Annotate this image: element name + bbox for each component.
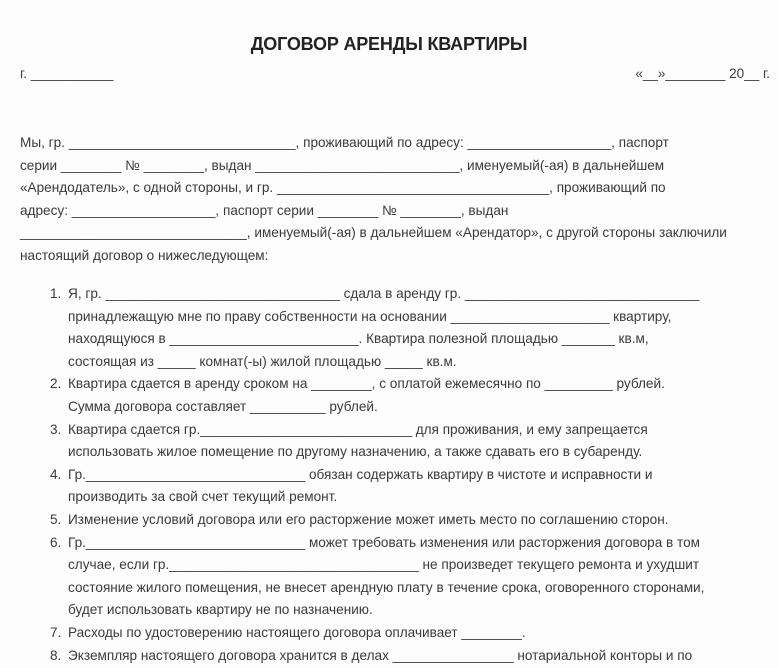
date-field: «__»________ 20__ г. — [635, 66, 770, 81]
term-number: 4. — [50, 466, 62, 482]
term-line: Гр._____________________________ обязан содержать квартиру в чистоте и исправности и — [68, 466, 653, 482]
term-line: Расходы по удостоверению настоящего договора оплачивает ________. — [68, 624, 526, 640]
term-item-6 — [50, 532, 775, 622]
term-number: 5. — [50, 511, 62, 527]
city-field: г. ___________ — [20, 66, 114, 81]
term-line: Квартира сдается в аренду сроком на ________, с оплатой ежемесячно по _________ рублей. — [68, 376, 665, 392]
term-item-3 — [50, 419, 775, 464]
term-line: использовать жилое помещение по другому назначению, а также сдавать его в субаренду. — [68, 444, 643, 460]
term-line: состоящая из _____ комнат(-ы) жилой площадью _____ кв.м. — [68, 353, 457, 369]
term-number: 2. — [50, 376, 62, 392]
intro-paragraph — [20, 132, 772, 268]
intro-line: серии ________ № ________, выдан ___________________________, именуемый(-ая) в дальнейшем — [20, 157, 665, 173]
intro-line: «Арендодатель», с одной стороны, и гр. ____________________________________, проживающий по — [20, 180, 666, 196]
terms-list — [50, 283, 775, 667]
term-number: 8. — [50, 647, 62, 663]
term-line: Изменение условий договора или его расторжение может иметь место по соглашению сторон. — [68, 511, 669, 527]
intro-line: Мы, гр. ______________________________, проживающий по адресу: ___________________, паспорт — [20, 135, 669, 150]
term-item-1 — [50, 283, 775, 373]
term-line: Квартира сдается гр.____________________________ для проживания, и ему запрещается — [68, 421, 648, 437]
term-line: будет использовать квартиру не по назначению. — [68, 602, 373, 618]
intro-line: ______________________________, именуемый(-ая) в дальнейшем «Арендатор», с другой стороны заключили — [20, 225, 727, 241]
term-number: 7. — [50, 624, 62, 640]
term-number: 3. — [50, 421, 62, 437]
term-item-7 — [50, 622, 775, 645]
term-line: состояние жилого помещения, не внесет арендную плату в течение срока, оговоренного сторонами, — [68, 579, 705, 595]
term-line: случае, если гр._________________________________ не произведет текущего ремонта и ухудшит — [68, 557, 700, 573]
term-line: производить за свой счет текущий ремонт. — [68, 489, 338, 505]
term-line: Я, гр. _______________________________ сдала в аренду гр. _______________________________ — [68, 286, 700, 301]
term-line: Сумма договора составляет __________ рублей. — [68, 398, 378, 414]
term-line: Экземпляр настоящего договора хранится в делах ________________ нотариальной конторы и по — [68, 647, 693, 663]
term-number: 6. — [50, 534, 62, 550]
term-item-5 — [50, 509, 775, 532]
term-line: Гр._____________________________ может требовать изменения или расторжения договора в том — [68, 534, 701, 550]
intro-line: адресу: ___________________, паспорт серии ________ № ________, выдан — [20, 202, 509, 218]
document-title: ДОГОВОР АРЕНДЫ КВАРТИРЫ — [250, 34, 528, 54]
term-line: находящуюся в _________________________. Квартира полезной площадью _______ кв.м, — [68, 331, 649, 347]
term-number: 1. — [50, 286, 62, 301]
term-line: принадлежащую мне по праву собственности на основании _____________________ квартиру, — [68, 308, 672, 324]
term-item-8 — [50, 645, 775, 668]
term-item-4 — [50, 464, 775, 509]
intro-line: настоящий договор о нижеследующем: — [20, 247, 269, 263]
term-item-2 — [50, 373, 775, 418]
